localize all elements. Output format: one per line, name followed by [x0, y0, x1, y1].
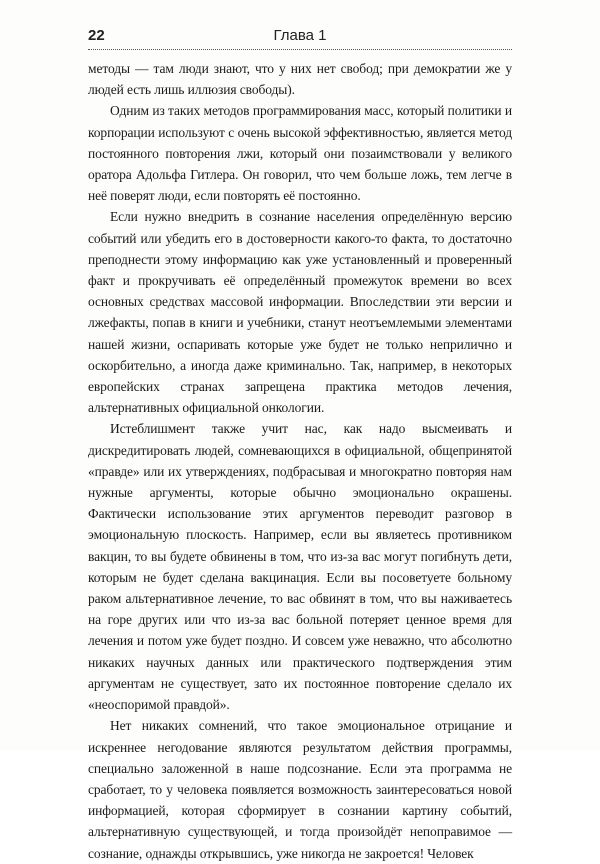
paragraph: методы — там люди знают, что у них нет свобод; при демократии же у людей есть лишь иллюзия свободы). — [88, 61, 512, 98]
paragraph: Если нужно внедрить в сознание населения определённую версию событий или убедить его в достоверности какого-то факта, то достаточно преподнести этому информацию как уже установленный и проверенный факт и прокручивать её определённый промежуток времени во всех основных средствах массовой информации. Впоследствии эти версии и лжефакты, попав в книги и учебники, станут неотъемлемыми элементами нашей жизни, оспаривать которые уже будет не только неприлично и оскорбительно, а иногда даже криминально. Так, например, в некоторых европейских странах запрещена практика методов лечения, альтернативных официальной онкологии. — [88, 209, 512, 416]
paragraph: Истеблишмент также учит нас, как надо высмеивать и дискредитировать людей, сомневающихся в официальной, общепринятой «правде» или их утверждениях, подбрасывая и многократно повторяя нам нужные аргументы, которые обычно эмоционально окрашены. Фактически использование этих аргументов переводит разговор в эмоциональную плоскость. Например, если вы являетесь противником вакцин, то вы будете обвинены в том, что из-за вас могут погибнуть дети, которым не будет сделана вакцинация. Если вы посоветуете больному раком альтернативное лечение, то вас обвинят в том, что вы наживаетесь на горе других или что из-за вас больной потеряет ценное время для лечения и потом уже будет поздно. И совсем уже неважно, что абсолютно никаких научных данных или практического подтверждения этим аргументам не существует, зато их постоянное повторение сделало их «неоспоримой правдой». — [88, 421, 512, 713]
running-head — [88, 27, 512, 50]
paragraph: Одним из таких методов программирования масс, который политики и корпорации используют с очень высокой эффективностью, является метод постоянного повторения лжи, который они позаимствовали у великого оратора Адольфа Гитлера. Он говорил, что чем больше ложь, тем легче в неё поверят люди, если повторять её постоянно. — [88, 103, 512, 204]
page-number: 22 — [88, 27, 105, 44]
paragraph: Нет никаких сомнений, что такое эмоциональное отрицание и искреннее негодование являются результатом действия программы, специально заложенной в наше подсознание. Если эта программа не сработает, то у человека появляется возможность заинтересоваться новой информацией, которая сформирует в сознании картину событий, альтернативную существующей, и тогда произойдёт непоправимое — сознание, однажды открывшись, уже никогда не закроется! Человек — [88, 718, 512, 861]
body-text — [88, 58, 512, 864]
chapter-title: Глава 1 — [273, 27, 327, 44]
